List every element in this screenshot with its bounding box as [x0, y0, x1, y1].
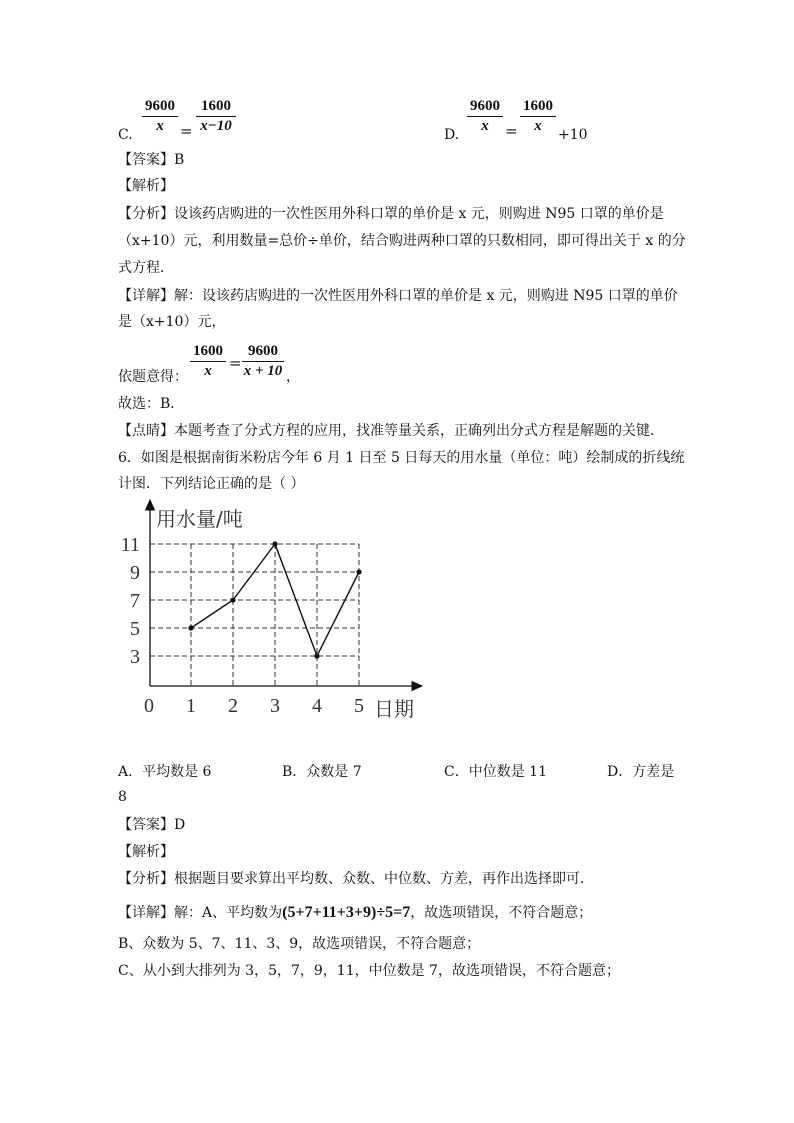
fraction-numerator: 9600: [142, 98, 178, 117]
y-tick-label: 3: [130, 646, 140, 668]
q6-option-a: A．平均数是 6: [118, 764, 212, 780]
q5-xiangjie-line-2: 是（x+10）元，: [118, 314, 226, 330]
x-tick-label: 5: [354, 695, 364, 717]
q6-line-b: B、众数为 5、7、11、3、9，故选项错误，不符合题意；: [118, 936, 481, 952]
fraction-denominator: x + 10: [243, 363, 283, 379]
q6-answer: 【答案】D: [118, 817, 186, 833]
fraction-numerator: 9600: [242, 343, 284, 362]
q5-fenxi-line-1: 【分析】设该药店购进的一次性医用外科口罩的单价是 x 元，则购进 N95 口罩的单价是: [118, 206, 664, 222]
fraction-numerator: 1600: [196, 98, 236, 117]
q6-option-d: D．方差是: [607, 764, 675, 780]
q6-mean-formula: (5+7+11+3+9)÷5=7: [282, 904, 411, 921]
data-point: [356, 569, 361, 574]
q5-equation-left-fraction: [190, 343, 226, 380]
fraction-numerator: 9600: [467, 98, 503, 117]
q6-xiangjie-line-a: [118, 903, 592, 923]
fraction-denominator: x: [481, 118, 489, 134]
chart-grid: [150, 544, 359, 686]
q6-stem-line-2: 计图．下列结论正确的是（ ）: [118, 476, 305, 492]
y-tick-label: 9: [130, 562, 140, 584]
equals-sign: =: [180, 122, 193, 140]
q5-yiti-label: 依题意得：: [118, 369, 188, 385]
water-usage-line-chart: [118, 498, 438, 728]
q6-line-c: C、从小到大排列为 3，5，7，9，11，中位数是 7，故选项错误，不符合题意；: [118, 963, 620, 979]
q6-option-d-continued: 8: [118, 789, 127, 805]
option-c-label: C.: [118, 127, 133, 143]
q5-fenxi-line-2: （x+10）元，利用数量=总价÷单价，结合购进两种口罩的只数相同，即可得出关于 x 的分: [118, 233, 686, 249]
option-d-left-fraction: [467, 98, 503, 135]
q5-equation-tail: ，: [286, 369, 300, 385]
y-tick-label: 5: [130, 618, 140, 640]
fraction-numerator: 1600: [520, 98, 556, 117]
q6-option-c: C．中位数是 11: [444, 764, 547, 780]
x-tick-label: 1: [186, 695, 196, 717]
q6-xiangjie-suffix: ，故选项错误，不符合题意；: [410, 905, 593, 921]
option-c-left-fraction: [142, 98, 178, 135]
option-d-right-fraction: [520, 98, 556, 135]
x-tick-label: 3: [270, 695, 280, 717]
chart-ticks: [121, 534, 364, 717]
option-c-right-fraction: [196, 98, 236, 135]
data-point: [314, 653, 319, 658]
q5-dianjing: 【点睛】本题考查了分式方程的应用，找准等量关系，正确列出分式方程是解题的关键．: [118, 423, 664, 439]
q5-answer: 【答案】B: [118, 152, 185, 168]
y-tick-label: 7: [130, 590, 140, 612]
x-axis-label: 日期: [374, 697, 414, 721]
q6-option-b: B．众数是 7: [282, 764, 362, 780]
fraction-denominator: x−10: [200, 118, 232, 134]
x-tick-label: 4: [312, 695, 322, 717]
q6-fenxi: 【分析】根据题目要求算出平均数、众数、中位数、方差，再作出选择即可．: [118, 871, 594, 887]
fraction-denominator: x: [204, 363, 212, 379]
q6-xiangjie-prefix: 【详解】解：A、平均数为: [118, 905, 283, 921]
x-tick-label: 2: [228, 695, 238, 717]
q5-xiangjie-line-1: 【详解】解：设该药店购进的一次性医用外科口罩的单价是 x 元，则购进 N95 口罩的单价: [118, 288, 678, 304]
data-point: [230, 597, 235, 602]
y-axis-label: 用水量/吨: [156, 507, 243, 531]
q6-analysis-title: 【解析】: [118, 844, 174, 860]
q5-equation-right-fraction: [242, 343, 284, 380]
y-tick-label: 11: [120, 534, 140, 556]
fraction-numerator: 1600: [190, 343, 226, 362]
option-d-tail: +10: [558, 127, 588, 143]
fraction-denominator: x: [534, 118, 542, 134]
equals-sign: =: [229, 354, 242, 372]
q5-analysis-title: 【解析】: [118, 178, 174, 194]
fraction-denominator: x: [156, 118, 164, 134]
data-point: [272, 541, 277, 546]
q6-stem-line-1: 6．如图是根据南街米粉店今年 6 月 1 日至 5 日每天的用水量（单位：吨）绘制成的折线统: [118, 450, 685, 466]
q5-fenxi-line-3: 式方程．: [118, 260, 174, 276]
q5-choose: 故选：B．: [118, 396, 185, 412]
origin-label: 0: [144, 695, 154, 717]
data-point: [188, 625, 193, 630]
equals-sign: =: [505, 122, 518, 140]
option-d-label: D.: [444, 127, 460, 143]
